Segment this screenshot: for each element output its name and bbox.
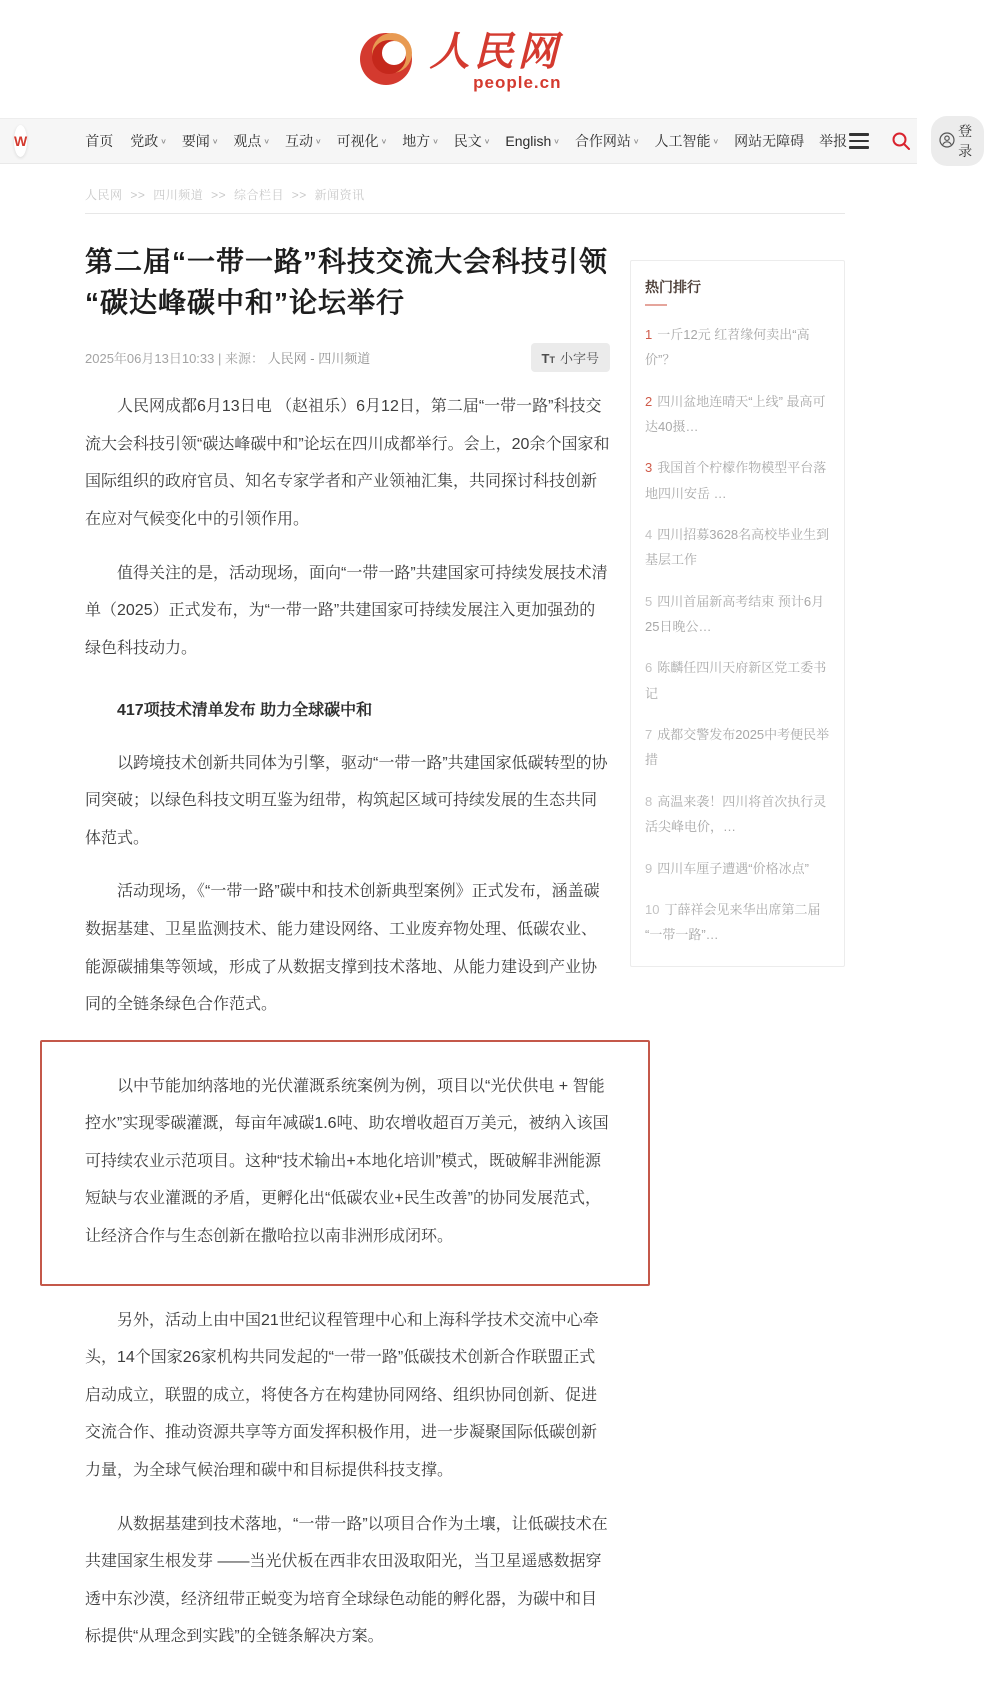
paragraph: 人民网成都6月13日电 （赵祖乐）6月12日，第二届“一带一路”科技交流大会科技引领“碳达峰碳中和”论坛在四川成都举行。会上，20余个国家和国际组织的政府官员、知名专家学者和产业领袖汇集，共同探讨科技创新在应对气候变化中的引领作用。 [85, 398, 610, 528]
nav-item-minority-lang[interactable]: 民文 ∨ [453, 133, 491, 149]
people-cn-logo[interactable] [356, 27, 562, 91]
paragraph: 活动现场，《“一带一路”碳中和技术创新典型案例》正式发布，涵盖碳数据基建、卫星监测技术、能力建设网络、工业废弃物处理、低碳农业、能源碳捕集等领域，形成了从数据支撑到技术落地、从能力建设到产业协同的全链条绿色合作范式。 [85, 883, 600, 1014]
font-size-icon: TT [541, 351, 555, 367]
list-item[interactable]: 6 陈麟任四川天府新区党工委书记 [645, 660, 827, 701]
nav-item-visualization[interactable]: 可视化 ∨ [336, 133, 388, 149]
list-item[interactable]: 4 四川招募3628名高校毕业生到基层工作 [645, 527, 830, 568]
chevron-down-icon: ∨ [263, 136, 270, 145]
chevron-down-icon: ∨ [712, 136, 720, 145]
title-accent-bar [645, 304, 667, 306]
article [85, 214, 610, 1672]
source-prefix: 来源： [225, 351, 265, 367]
page-title: 第二届“一带一路”科技交流大会科技引领“碳达峰碳中和”论坛举行 [85, 246, 609, 318]
source-name[interactable]: 人民网 - 四川频道 [267, 351, 371, 367]
nav-item-home[interactable]: 首页 [85, 133, 114, 149]
page-content [0, 164, 917, 1702]
list-item[interactable]: 8 高温来袭！四川将首次执行灵活尖峰电价，… [645, 793, 827, 835]
nav-item-opinion[interactable]: 观点 ∨ [233, 133, 270, 149]
list-item[interactable]: 3 我国首个柠檬作物模型平台落地四川安岳 … [645, 460, 827, 501]
article-body [85, 388, 610, 1656]
chevron-down-icon: ∨ [315, 136, 322, 145]
section-subheading: 417项技术清单发布 助力全球碳中和 [117, 702, 373, 720]
site-header [0, 0, 917, 118]
nav-item-party[interactable]: 党政 ∨ [130, 133, 167, 149]
w-logo-badge[interactable]: W [14, 125, 27, 157]
highlighted-paragraph: 以中节能加纳落地的光伏灌溉系统案例为例，项目以“光伏供电 + 智能控水”实现零碳灌溉，每亩年减碳1.6吨、助农增收超百万美元，被纳入该国可持续农业示范项目。这种“技术输出+本地化培训”模式，既破解非洲能源短缺与农业灌溉的矛盾，更孵化出“低碳农业+民生改善”的协同发展范式，让经济合作与生态创新在撒哈拉以南非洲形成闭环。 [85, 1077, 609, 1246]
main-nav [0, 118, 973, 164]
list-item[interactable]: 10 丁薛祥会见来华出席第二届“一带一路”… [645, 901, 821, 943]
chevron-down-icon: ∨ [553, 136, 560, 145]
highlighted-paragraph-box [40, 1040, 650, 1286]
breadcrumb-item-home[interactable]: 人民网 [85, 188, 123, 202]
list-item[interactable]: 5 四川首届新高考结束 预计6月25日晚公… [645, 593, 825, 635]
people-cn-swirl-icon [356, 27, 420, 91]
search-icon[interactable] [891, 131, 911, 151]
hot-ranking-title: 热门排行 [645, 279, 701, 295]
publish-date: 2025年06月13日10:33 [85, 351, 215, 367]
nav-item-local[interactable]: 地方 ∨ [402, 133, 439, 149]
list-item[interactable]: 1 一斤12元 红苕缘何卖出“高价”？ [645, 327, 810, 368]
paragraph: 值得关注的是，活动现场，面向“一带一路”共建国家可持续发展技术清单（2025）正式发布，为“一带一路”共建国家可持续发展注入更加强劲的绿色科技动力。 [85, 564, 608, 657]
chevron-down-icon: ∨ [632, 136, 640, 145]
list-item[interactable]: 2 四川盆地连晴天“上线” 最高可达40摄… [645, 393, 826, 435]
paragraph: 另外，活动上由中国21世纪议程管理中心和上海科学技术交流中心牵头，14个国家26家机构共同发起的“一带一路”低碳技术创新合作联盟正式启动成立，联盟的成立，将使各方在构建协同网络、组织协同创新、促进交流合作、推动资源共享等方面发挥积极作用，进一步凝聚国际低碳创新力量，为全球气候治理和碳中和目标提供科技支撑。 [85, 1311, 599, 1480]
font-size-button[interactable] [531, 343, 610, 372]
login-label: 登录 [958, 123, 973, 159]
nav-item-partner-sites[interactable]: 合作网站 ∨ [574, 133, 640, 149]
chevron-down-icon: ∨ [380, 136, 388, 145]
chevron-down-icon: ∨ [160, 136, 167, 145]
article-meta [85, 343, 610, 372]
nav-item-english[interactable]: English ∨ [505, 133, 560, 149]
logo-cn-text: 人民网 [429, 30, 562, 74]
hot-ranking-panel [630, 260, 845, 967]
nav-item-accessibility[interactable]: 网站无障碍 [734, 133, 805, 149]
list-item[interactable]: 7 成都交警发布2025中考便民举措 [645, 727, 830, 768]
paragraph: 以跨境技术创新共同体为引擎，驱动“一带一路”共建国家低碳转型的协同突破；以绿色科技文明互鉴为纽带，构筑起区域可持续发展的生态共同体范式。 [85, 754, 608, 847]
login-button[interactable] [931, 116, 984, 166]
meta-divider: | [218, 351, 222, 367]
breadcrumb: 人民网 >> 四川频道 >> 综合栏目 >> 新闻资讯 [85, 188, 365, 202]
breadcrumb-item-column[interactable]: 综合栏目 [233, 188, 284, 202]
nav-right-cluster [847, 116, 984, 166]
breadcrumb-item-sichuan[interactable]: 四川频道 [153, 188, 204, 202]
logo-domain-text: people.cn [473, 73, 562, 92]
paragraph: 从数据基建到技术落地，“一带一路”以项目合作为土壤，让低碳技术在共建国家生根发芽 ——当光伏板在西非农田汲取阳光，当卫星遥感数据穿透中东沙漠，经济纽带正蜕变为培育全球绿色动能的孵化器，为碳中和目标提供“从理念到实践”的全链条解决方案。 [85, 1515, 608, 1646]
hamburger-menu-icon[interactable] [847, 131, 871, 151]
nav-item-report[interactable]: 举报 [819, 133, 848, 149]
nav-item-ai[interactable]: 人工智能 ∨ [654, 133, 720, 149]
font-size-label: 小字号 [559, 351, 599, 367]
breadcrumb-item-newsinfo[interactable]: 新闻资讯 [314, 188, 365, 202]
chevron-down-icon: ∨ [483, 136, 491, 145]
list-item[interactable]: 9 四川车厘子遭遇“价格冰点” [645, 860, 809, 876]
user-icon [939, 132, 955, 151]
nav-item-interactive[interactable]: 互动 ∨ [285, 133, 322, 149]
chevron-down-icon: ∨ [432, 136, 439, 145]
hot-ranking-list [645, 322, 830, 948]
chevron-down-icon: ∨ [211, 136, 219, 145]
nav-items [85, 131, 847, 151]
nav-item-news[interactable]: 要闻 ∨ [181, 133, 219, 149]
